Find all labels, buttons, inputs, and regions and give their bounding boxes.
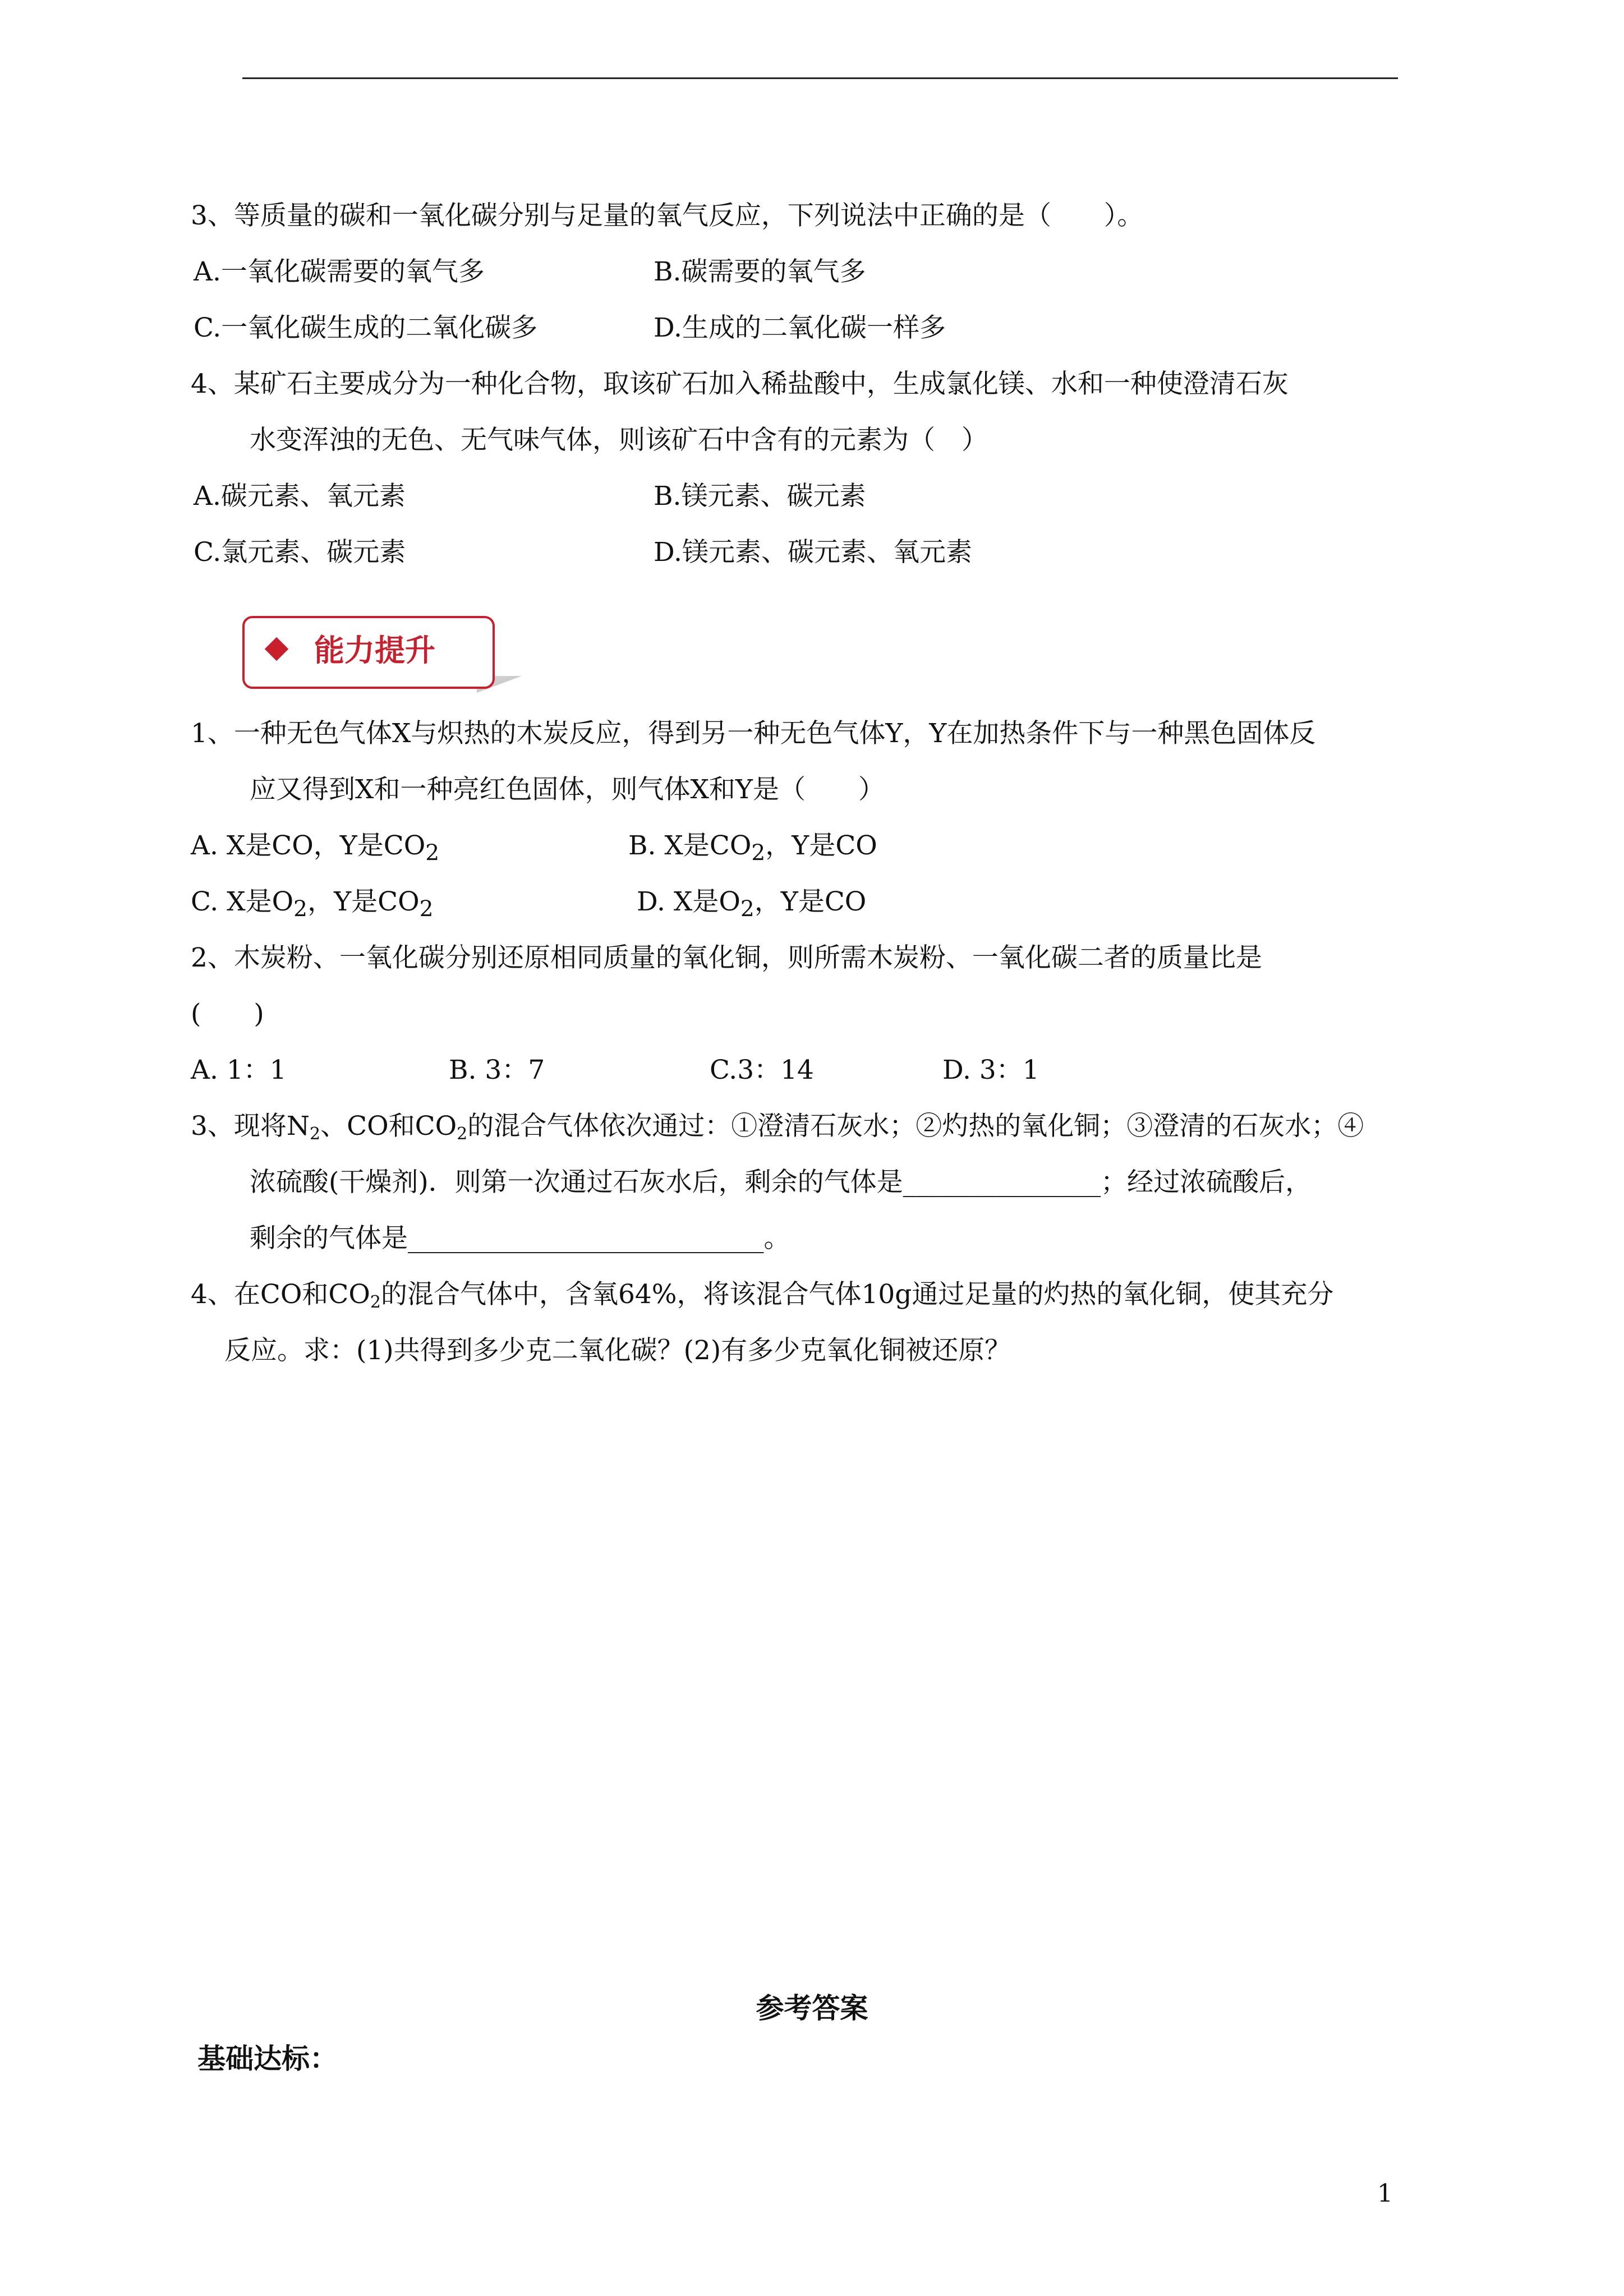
header-rule xyxy=(242,77,1398,79)
answers-title: 参考答案 xyxy=(756,1992,868,2024)
option-b: B.镁元素、碳元素 xyxy=(654,481,866,512)
option-c: C.一氧化碳生成的二氧化碳多 xyxy=(194,312,538,343)
option-a: A. X是CO，Y是$CO_2$ xyxy=(191,830,440,866)
question-text: 1、一种无色气体X与炽热的木炭反应，得到另一种无色气体Y，Y在加热条件下与一种黑色固体反 xyxy=(191,718,1316,749)
page-number: 1 xyxy=(1377,2179,1393,2208)
question-text-continued: 剩余的气体是___________________________。 xyxy=(250,1223,790,1254)
question-text: 2、木炭粉、一氧化碳分别还原相同质量的氧化铜，则所需木炭粉、一氧化碳二者的质量比是 xyxy=(191,942,1262,973)
option-c: C.氯元素、碳元素 xyxy=(194,537,406,568)
question-text: 3、等质量的碳和一氧化碳分别与足量的氧气反应，下列说法中正确的是（ ）。 xyxy=(191,200,1144,231)
option-d: D.生成的二氧化碳一样多 xyxy=(654,312,946,343)
option-d: D. X是$O_2$，Y是CO xyxy=(637,886,867,922)
option-c: C. X是$O_2$，Y是$CO_2$ xyxy=(191,886,434,922)
section-title: 能力提升 xyxy=(314,633,435,668)
option-d: D. 3：1 xyxy=(942,1055,1039,1085)
question-text: 4、在CO和$CO_2$的混合气体中，含氧64%，将该混合气体10g通过足量的灼热的氧化铜，使其充分 xyxy=(191,1279,1334,1312)
option-d: D.镁元素、碳元素、氧元素 xyxy=(654,537,972,568)
question-text: 4、某矿石主要成分为一种化合物，取该矿石加入稀盐酸中，生成氯化镁、水和一种使澄清石灰 xyxy=(191,369,1289,399)
question-text-continued: 应又得到X和一种亮红色固体，则气体X和Y是（ ） xyxy=(250,774,885,805)
option-b: B. X是$CO_2$，Y是CO xyxy=(628,830,877,866)
question-text: 3、现将$N_2$、CO和$CO_2$的混合气体依次通过：①澄清石灰水；②灼热的氧化铜；③澄清的石灰水；④ xyxy=(191,1111,1364,1144)
question-text-continued: 反应。求：(1)共得到多少克二氧化碳？(2)有多少克氧化铜被还原？ xyxy=(224,1335,1011,1366)
question-text-continued: ( ) xyxy=(191,999,264,1029)
option-c: C.3：14 xyxy=(710,1055,814,1085)
option-a: A. 1：1 xyxy=(191,1055,287,1085)
option-b: B.碳需要的氧气多 xyxy=(654,256,866,287)
answers-basic-label: 基础达标： xyxy=(197,2042,338,2075)
question-text-continued: 水变浑浊的无色、无气味气体，则该矿石中含有的元素为（ ） xyxy=(250,425,988,455)
question-text-continued: 浓硫酸(干燥剂)．则第一次通过石灰水后，剩余的气体是_______________；经过浓硫酸后， xyxy=(250,1167,1312,1198)
option-b: B. 3：7 xyxy=(449,1055,545,1085)
option-a: A.碳元素、氧元素 xyxy=(194,481,406,512)
option-a: A.一氧化碳需要的氧气多 xyxy=(194,256,485,287)
